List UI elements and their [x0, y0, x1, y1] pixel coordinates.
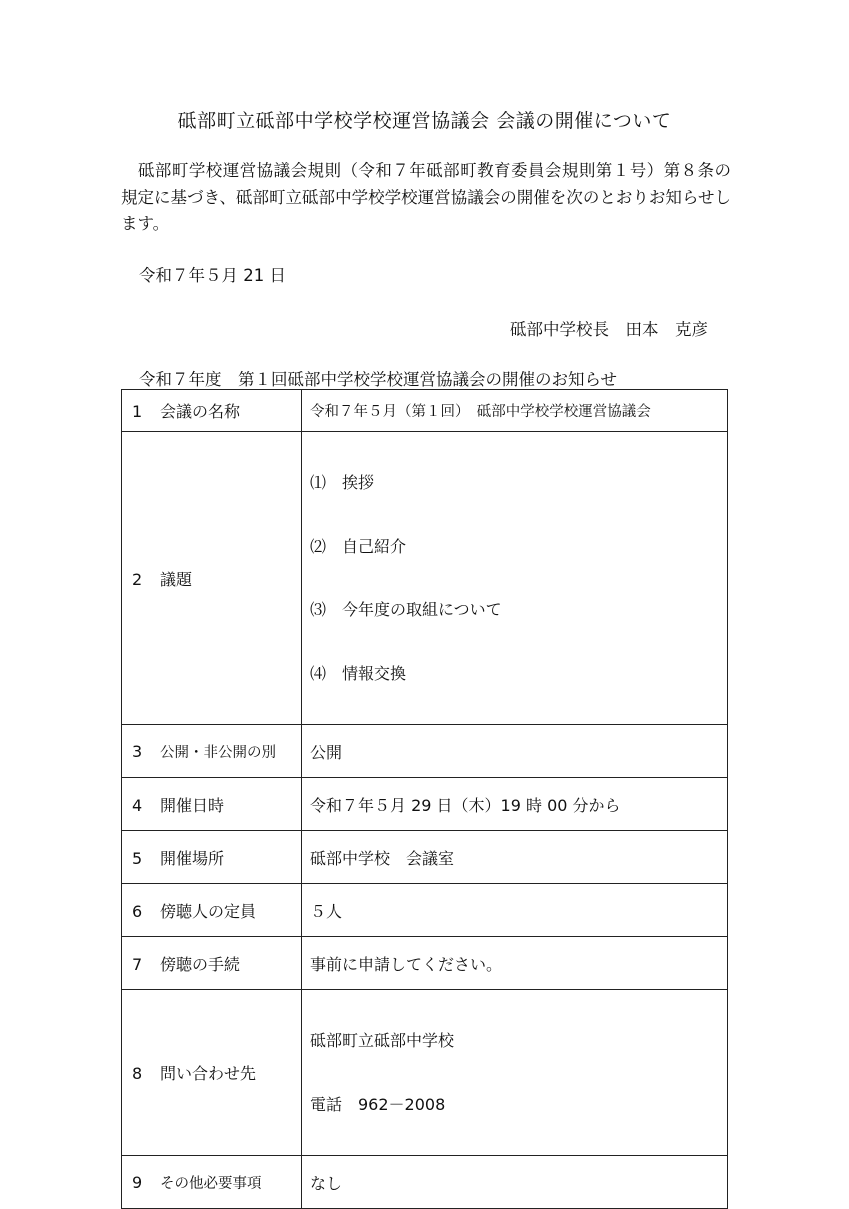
- page-title: 砥部町立砥部中学校学校運営協議会 会議の開催について: [177, 110, 672, 132]
- meeting-info-table: [121, 389, 728, 1209]
- venue-value: 砥部中学校 会議室: [310, 848, 455, 868]
- row-label: [122, 432, 302, 725]
- row-label-text: 会議の名称: [160, 402, 241, 421]
- author-signature: 砥部中学校長 田本 克彦: [510, 320, 708, 339]
- issue-date: 令和７年５月 21 日: [139, 266, 286, 285]
- row-number: 4: [132, 795, 143, 815]
- contact-line: 砥部町立砥部中学校: [310, 1031, 455, 1050]
- row-label-text: 開催場所: [160, 848, 225, 868]
- row-label-text: 傍聴の手続: [160, 954, 241, 974]
- agenda-item: ⑴ 挨拶: [310, 473, 375, 492]
- row-label: [122, 937, 302, 990]
- table-row: [122, 390, 728, 432]
- row-number: 1: [132, 402, 143, 421]
- row-label-text: 公開・非公開の別: [160, 744, 276, 761]
- row-value: [302, 778, 728, 831]
- row-label-text: 問い合わせ先: [160, 1064, 257, 1083]
- row-number: 6: [132, 901, 143, 921]
- table-row: [122, 884, 728, 937]
- public-status-value: 公開: [310, 742, 343, 762]
- meeting-datetime-value: 令和７年５月 29 日（木）19 時 00 分から: [310, 795, 621, 815]
- row-label: [122, 990, 302, 1156]
- row-number: 9: [132, 1172, 143, 1192]
- row-value: [302, 1156, 728, 1209]
- table-row: [122, 937, 728, 990]
- agenda-item: ⑶ 今年度の取組について: [310, 600, 502, 619]
- row-label: [122, 831, 302, 884]
- row-value: [302, 390, 728, 432]
- table-row: [122, 432, 728, 725]
- table-row: [122, 1156, 728, 1209]
- row-label-text: 傍聴人の定員: [160, 901, 257, 921]
- table-row: [122, 725, 728, 778]
- row-value: [302, 725, 728, 778]
- contact-line: 電話 962－2008: [310, 1094, 446, 1114]
- agenda-item: ⑷ 情報交換: [310, 663, 407, 683]
- agenda-item: ⑵ 自己紹介: [310, 536, 407, 556]
- row-value: [302, 831, 728, 884]
- row-label: [122, 390, 302, 432]
- row-label: [122, 1156, 302, 1209]
- other-notes-value: なし: [310, 1173, 343, 1193]
- row-label-text: 開催日時: [160, 795, 225, 815]
- row-label-text: その他必要事項: [160, 1175, 262, 1192]
- row-value: [302, 884, 728, 937]
- procedure-value: 事前に申請してください。: [310, 954, 503, 974]
- row-number: 8: [132, 1064, 143, 1083]
- row-number: 2: [132, 569, 143, 589]
- intro-paragraph: 砥部町学校運営協議会規則（令和７年砥部町教育委員会規則第１号）第８条の規定に基づき、砥部町立砥部中学校学校運営協議会の開催を次のとおりお知らせします。: [121, 161, 731, 233]
- capacity-value: ５人: [310, 901, 343, 921]
- table-row: [122, 831, 728, 884]
- table-row: [122, 778, 728, 831]
- row-number: 5: [132, 848, 143, 868]
- agenda-list: [302, 432, 728, 725]
- table-row: [122, 990, 728, 1156]
- contact-info: [302, 990, 728, 1156]
- row-number: 7: [132, 954, 143, 974]
- row-label: [122, 884, 302, 937]
- row-label: [122, 725, 302, 778]
- row-value: [302, 937, 728, 990]
- row-label: [122, 778, 302, 831]
- row-label-text: 議題: [160, 569, 193, 589]
- notice-heading: 令和７年度 第１回砥部中学校学校運営協議会の開催のお知らせ: [139, 370, 618, 389]
- row-number: 3: [132, 741, 143, 761]
- meeting-name-value: 令和７年５月（第１回） 砥部中学校学校運営協議会: [310, 404, 651, 420]
